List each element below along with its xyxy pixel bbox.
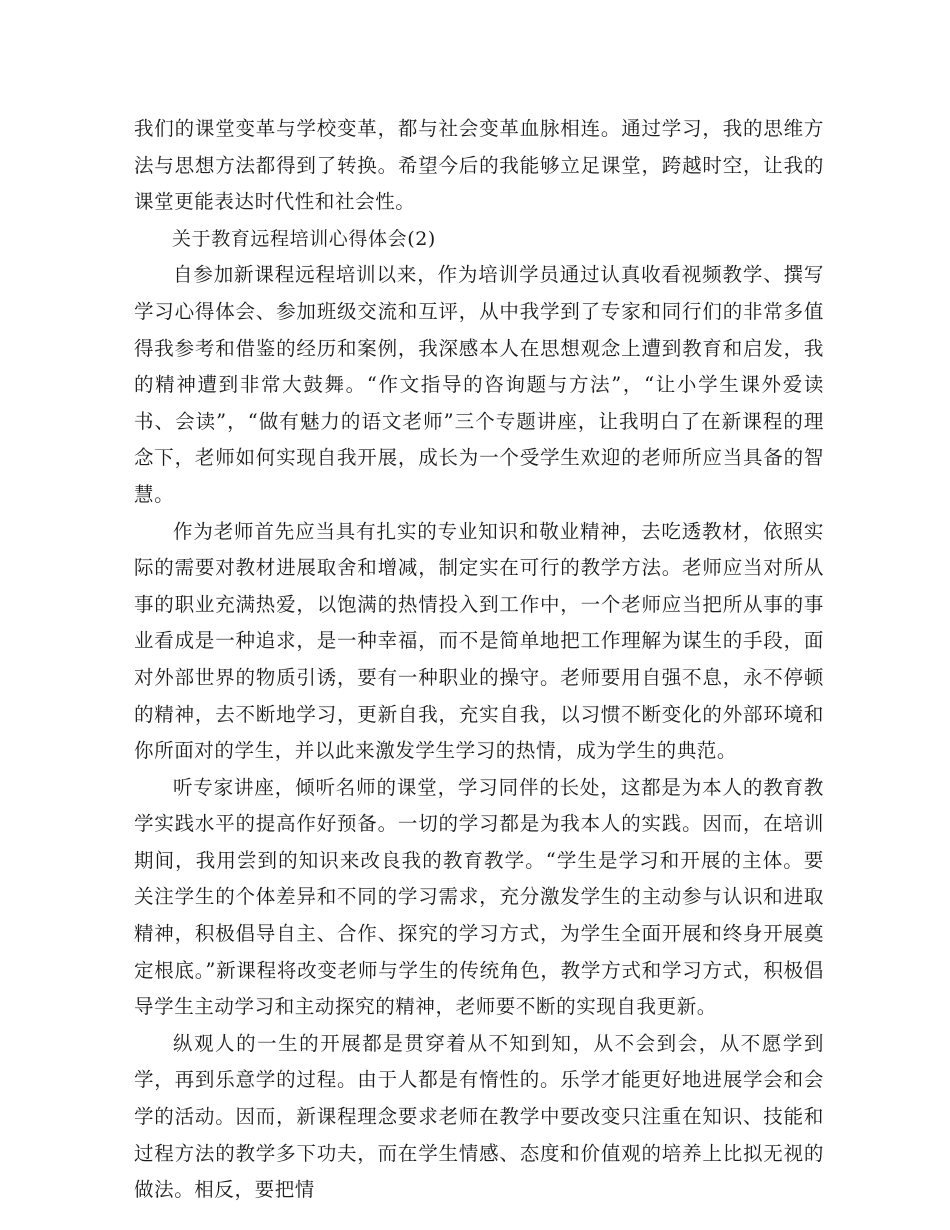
paragraph: 听专家讲座，倾听名师的课堂，学习同伴的长处，这都是为本人的教育教学实践水平的提高作好预备。一切的学习都是为我本人的实践。因而，在培训期间，我用尝到的知识来改良我的教育教学。“学生是学习和开展的主体。要关注学生的个体差异和不同的学习需求，充分激发学生的主动参与认识和进取精神，积极倡导自主、合作、探究的学习方式，为学生全面开展和终身开展奠定根底。”新课程将改变老师与学生的传统角色，教学方式和学习方式，积极倡导学生主动学习和主动探究的精神，老师要不断的实现自我更新。 [134, 775, 824, 1019]
paragraph: 自参加新课程远程培训以来，作为培训学员通过认真收看视频教学、撰写学习心得体会、参加班级交流和互评，从中我学到了专家和同行们的非常多值得我参考和借鉴的经历和案例，我深感本人在思想观念上遭到教育和启发，我的精神遭到非常大鼓舞。“作文指导的咨询题与方法”，“让小学生课外爱读书、会读”，“做有魅力的语文老师”三个专题讲座，让我明白了在新课程的理念下，老师如何实现自我开展，成长为一个受学生欢迎的老师所应当具备的智慧。 [134, 263, 824, 506]
document-body [134, 111, 824, 1209]
paragraph: 纵观人的一生的开展都是贯穿着从不知到知，从不会到会，从不愿学到学，再到乐意学的过程。由于人都是有惰性的。乐学才能更好地进展学会和会学的活动。因而，新课程理念要求老师在教学中要改变只注重在知识、技能和过程方法的教学多下功夫，而在学生情感、态度和价值观的培养上比拟无视的做法。相反，要把情 [134, 1031, 824, 1202]
paragraph-continuation: 我们的课堂变革与学校变革，都与社会变革血脉相连。通过学习，我的思维方法与思想方法都得到了转换。希望今后的我能够立足课堂，跨越时空，让我的课堂更能表达时代性和社会性。 [134, 117, 824, 214]
paragraph: 作为老师首先应当具有扎实的专业知识和敬业精神，去吃透教材，依照实际的需要对教材进展取舍和增减，制定实在可行的教学方法。老师应当对所从事的职业充满热爱，以饱满的热情投入到工作中，一个老师应当把所从事的事业看成是一种追求，是一种幸福，而不是简单地把工作理解为谋生的手段，面对外部世界的物质引诱，要有一种职业的操守。老师要用自强不息，永不停顿的精神，去不断地学习，更新自我，充实自我，以习惯不断变化的外部环境和你所面对的学生，并以此来激发学生学习的热情，成为学生的典范。 [134, 519, 824, 763]
section-heading: 关于教育远程培训心得体会(2) [172, 227, 436, 250]
